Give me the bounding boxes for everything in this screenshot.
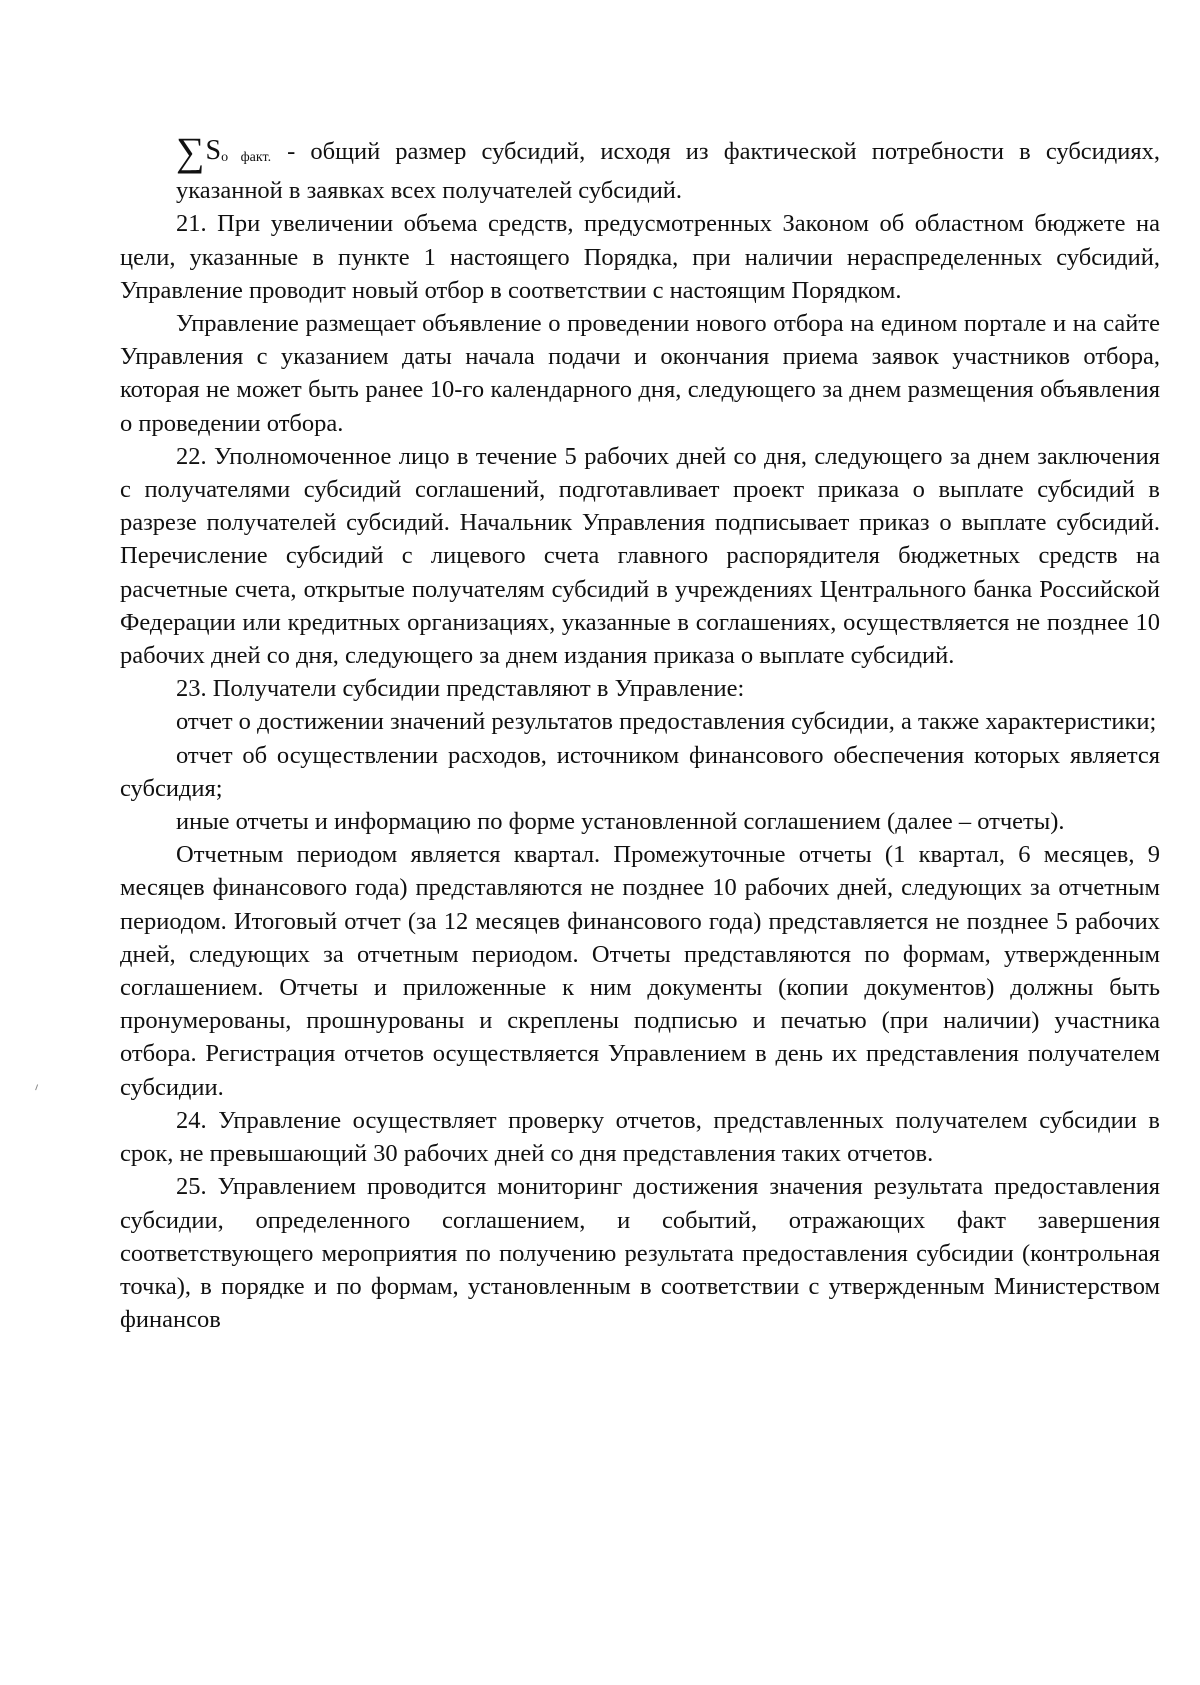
paragraph-23-item-2: отчет об осуществлении расходов, источником финансового обеспечения которых является субсидия;: [120, 741, 1160, 802]
paragraph-23-item-1: отчет о достижении значений результатов предоставления субсидии, а также характеристики;: [176, 708, 1157, 736]
formula-variable: S: [205, 135, 222, 166]
paragraph-22: 22. Уполномоченное лицо в течение 5 рабочих дней со дня, следующего за днем заключения с получателями субсидий соглашений, подготавливает проект приказа о выплате субсидий в разрезе получателей субсидий. Начальник Управления подписывает приказ о выплате субсидий. Перечисление субсидий с лицевого счета главного распорядителя бюджетных средств на расчетные счета, открытые получателям субсидий в учреждениях Центрального банка Российской Федерации или кредитных организациях, указанные в соглашениях, осуществляется не позднее 10 рабочих дней со дня, следующего за днем издания приказа о выплате субсидий.: [120, 442, 1160, 670]
paragraph-23: 23. Получатели субсидии представляют в Управление:: [176, 675, 745, 703]
sum-symbol: ∑: [176, 129, 205, 174]
paragraph-23-item-3: иные отчеты и информацию по форме установленной соглашением (далее – отчеты).: [176, 808, 1065, 836]
formula-definition-text: - общий размер субсидий, исходя из фактической потребности в субсидиях, указанной в заявках всех получателей субсидий.: [176, 138, 1161, 205]
paragraph-25: 25. Управлением проводится мониторинг достижения значения результата предоставления субсидии, определенного соглашением, и событий, отражающих факт завершения соответствующего мероприятия по получению результата предоставления субсидии (контрольная точка), в порядке и по формам, установленным в соответствии с утвержденным Министерством финансов: [120, 1173, 1160, 1334]
formula-subscript: о факт.: [221, 150, 272, 165]
scan-speck: [35, 1084, 42, 1091]
formula-definition: [120, 129, 1161, 207]
document-body: [120, 129, 1161, 1336]
paragraph-21: 21. При увеличении объема средств, предусмотренных Законом об областном бюджете на цели, указанные в пункте 1 настоящего Порядка, при наличии нераспределенных субсидий, Управление проводит новый отбор в соответствии с настоящим Порядком.: [120, 210, 1160, 304]
paragraph-21-announcement: Управление размещает объявление о проведении нового отбора на едином портале и на сайте Управления с указанием даты начала подачи и окончания приема заявок участников отбора, которая не может быть ранее 10-го календарного дня, следующего за днем размещения объявления о проведении отбора.: [120, 310, 1160, 437]
paragraph-24: 24. Управление осуществляет проверку отчетов, представленных получателем субсидии в срок, не превышающий 30 рабочих дней со дня представления таких отчетов.: [120, 1106, 1160, 1168]
paragraph-reporting-period: Отчетным периодом является квартал. Промежуточные отчеты (1 квартал, 6 месяцев, 9 месяцев финансового года) представляются не позднее 10 рабочих дней, следующих за отчетным периодом. Итоговый отчет (за 12 месяцев финансового года) представляется не позднее 5 рабочих дней, следующих за отчетным периодом. Отчеты представляются по формам, утвержденным соглашением. Отчеты и приложенные к ним документы (копии документов) должны быть пронумерованы, прошнурованы и скреплены подписью и печатью (при наличии) участника отбора. Регистрация отчетов осуществляется Управлением в день их представления получателем субсидии.: [120, 841, 1160, 1101]
